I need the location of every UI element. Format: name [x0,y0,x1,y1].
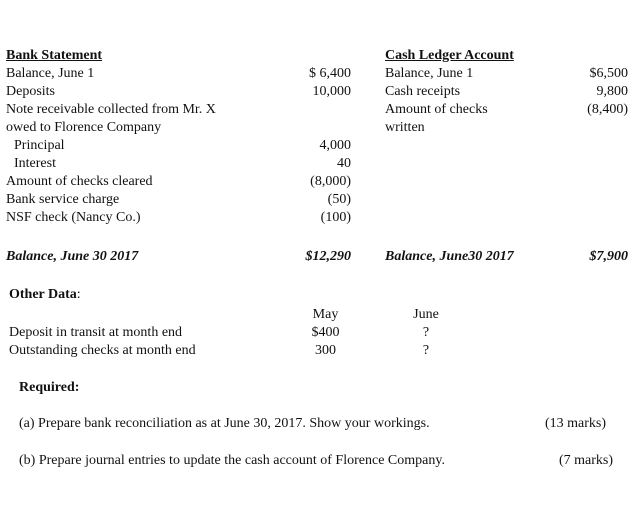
cash-row-label: Cash receipts [385,84,461,99]
cash-ledger-title: Cash Ledger Account [385,48,514,63]
other-data-row-june: ? [422,343,430,358]
bank-closing-value: $12,290 [305,249,351,264]
bank-row-value: 40 [337,156,351,171]
cash-row-value: (8,400) [587,102,628,117]
cash-row-label: Amount of checks [385,102,488,117]
required-item-b-marks: (7 marks) [558,453,613,468]
bank-row-label: Deposits [6,84,55,99]
bank-row-label: NSF check (Nancy Co.) [6,210,141,225]
bank-row-label: Amount of checks cleared [6,174,153,189]
cash-row-label: written [385,120,425,135]
bank-row-value: (100) [320,210,351,225]
cash-row-value: 9,800 [596,84,628,99]
bank-row-value: $ 6,400 [309,66,351,81]
bank-row-label: Interest [14,156,56,171]
cash-closing-value: $7,900 [589,249,628,264]
bank-statement-title: Bank Statement [6,48,103,63]
bank-row-value: 10,000 [312,84,351,99]
other-data-row-may: 300 [315,343,336,358]
other-data-row-may: $400 [311,325,340,340]
bank-row-label: Balance, June 1 [6,66,95,81]
other-data-row-label: Outstanding checks at month end [9,343,196,358]
bank-row-value: 4,000 [319,138,351,153]
bank-row-value: (50) [327,192,351,207]
other-data-row-june: ? [422,325,430,340]
cash-row-value: $6,500 [589,66,628,81]
other-data-row-label: Deposit in transit at month end [9,325,183,340]
other-data-title-text: Other Data [9,287,77,302]
bank-closing-label: Balance, June 30 2017 [6,249,139,264]
required-title: Required: [19,380,80,395]
bank-row-value: (8,000) [310,174,351,189]
bank-row-label: owed to Florence Company [6,120,162,135]
cash-closing-label: Balance, June30 2017 [385,249,514,264]
required-item-b: (b) Prepare journal entries to update the cash account of Florence Company. [19,453,445,468]
bank-row-label: Note receivable collected from Mr. X [6,102,216,117]
other-data-col-june: June [413,307,439,322]
required-item-a: (a) Prepare bank reconciliation as at June 30, 2017. Show your workings. [19,416,430,431]
bank-row-label: Principal [14,138,65,153]
bank-row-label: Bank service charge [6,192,120,207]
other-data-col-may: May [312,307,339,322]
cash-row-label: Balance, June 1 [385,66,474,81]
required-item-a-marks: (13 marks) [544,416,606,431]
other-data-title: Other Data: [9,287,81,302]
